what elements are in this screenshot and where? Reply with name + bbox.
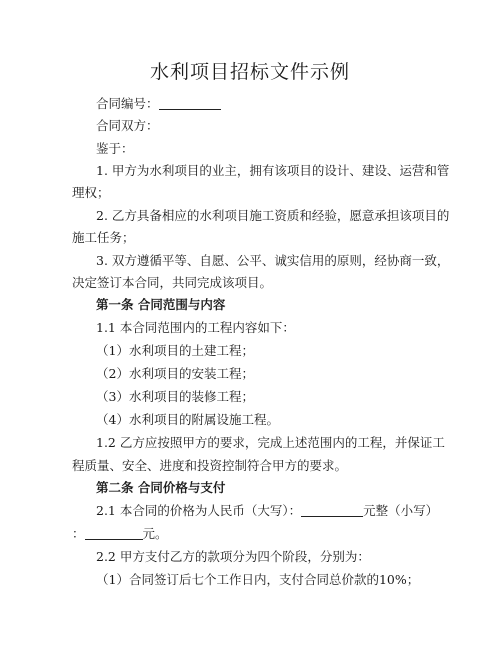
clause-2-1-line-2-prefix: ： — [72, 526, 85, 541]
scope-item-3: （3）水利项目的装修工程； — [96, 389, 254, 404]
article-2-heading: 第二条 合同价格与支付 — [96, 480, 226, 495]
contract-number-line — [96, 96, 436, 112]
contract-parties-label: 合同双方： — [96, 118, 159, 133]
recital-2-line-1: 2. 乙方具备相应的水利项目施工资质和经验，愿意承担该项目的 — [96, 208, 450, 223]
recital-3-line-2: 决定签订本合同，共同完成该项目。 — [72, 275, 273, 290]
clause-2-1-prefix: 2.1 本合同的价格为人民币（大写）： — [96, 503, 302, 518]
clause-2-2: 2.2 甲方支付乙方的款项分为四个阶段，分别为： — [96, 549, 370, 564]
clause-1-2-line-2: 程质量、安全、进度和投资控制符合甲方的要求。 — [72, 458, 348, 473]
clause-1-1: 1.1 本合同范围内的工程内容如下： — [96, 320, 295, 335]
whereas-label: 鉴于： — [96, 141, 134, 156]
recital-2-line-2: 施工任务； — [72, 230, 135, 245]
clause-1-2-line-1: 1.2 乙方应按照甲方的要求，完成上述范围内的工程，并保证工 — [96, 435, 445, 450]
recital-1-line-2: 理权； — [72, 185, 110, 200]
amount-words-blank — [301, 504, 363, 517]
amount-figures-blank — [85, 527, 143, 540]
article-1-heading: 第一条 合同范围与内容 — [96, 297, 226, 312]
payment-stage-1: （1）合同签订后七个工作日内，支付合同总价款的10%； — [96, 572, 420, 587]
scope-item-4: （4）水利项目的附属设施工程。 — [96, 412, 279, 427]
contract-number-label: 合同编号： — [96, 96, 159, 111]
clause-2-1-line-1 — [96, 503, 439, 519]
recital-3-line-1: 3. 双方遵循平等、自愿、公平、诚实信用的原则，经协商一致， — [96, 253, 450, 268]
document-title: 水利项目招标文件示例 — [149, 61, 350, 83]
contract-number-blank — [159, 97, 221, 110]
clause-2-1-line-2 — [72, 526, 432, 542]
scope-item-2: （2）水利项目的安装工程； — [96, 366, 254, 381]
clause-2-1-line-2-suffix: 元。 — [142, 526, 168, 541]
recital-1-line-1: 1. 甲方为水利项目的业主，拥有该项目的设计、建设、运营和管 — [96, 163, 450, 178]
scope-item-1: （1）水利项目的土建工程； — [96, 343, 254, 358]
clause-2-1-mid: 元整（小写） — [363, 503, 439, 518]
